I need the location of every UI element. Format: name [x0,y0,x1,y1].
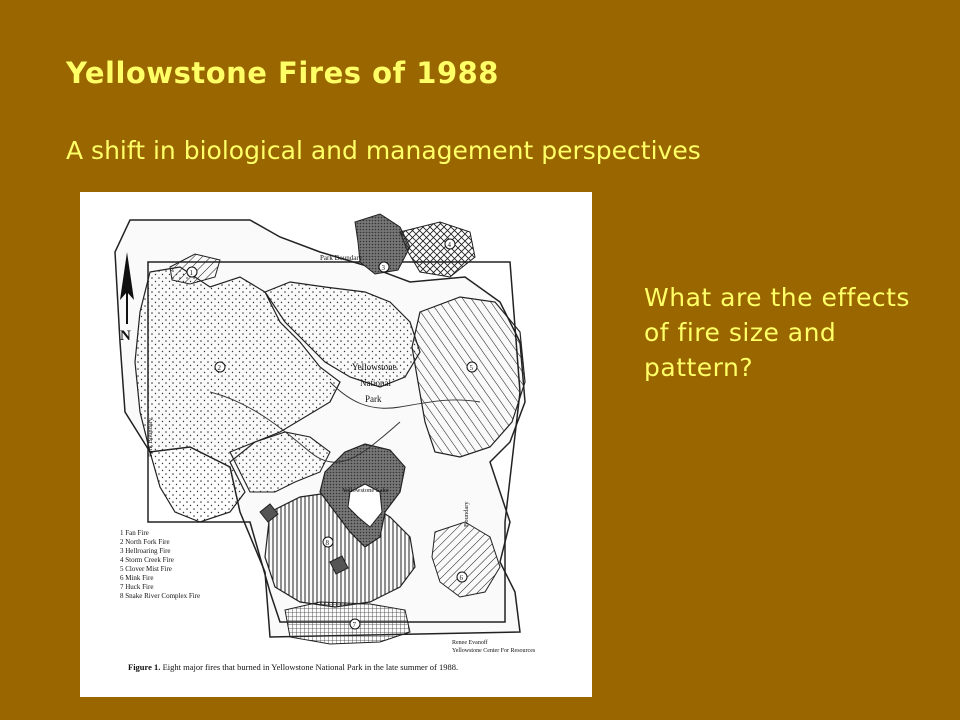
north-label: N [120,328,131,344]
fire-map-figure [80,192,592,697]
svg-text:2: 2 [217,364,221,372]
boundary-left-label: Park Boundary [147,417,154,457]
legend-item: 8 Snake River Complex Fire [120,592,201,600]
fire-marker-8 [323,537,333,547]
credit-line1: Renee Evanoff [452,640,488,646]
legend-item: 7 Huck Fire [120,583,154,591]
park-boundary-label: Park Boundary [320,254,363,262]
legend-item: 4 Storm Creek Fire [120,556,174,564]
park-label-line2: National [360,378,391,388]
fire-marker-3 [379,262,389,272]
legend-item: 6 Mink Fire [120,574,154,582]
fire-legend [120,529,200,600]
slide-title: Yellowstone Fires of 1988 [66,56,499,90]
svg-text:6: 6 [459,574,463,582]
fire-marker-4 [445,239,455,249]
fire-marker-1 [187,267,197,277]
fire-map [80,192,592,697]
caption-text: Eight major fires that burned in Yellowstone National Park in the late summer of 1988. [160,662,459,672]
svg-text:4: 4 [447,241,451,249]
park-label-line1: Yellowstone [352,362,397,372]
svg-text:8: 8 [325,539,329,547]
legend-item: 2 North Fork Fire [120,538,170,546]
legend-item: 3 Hellroaring Fire [120,547,171,555]
fire-4-storm-creek-area [400,222,475,277]
boundary-right-label: Boundary [463,501,470,527]
svg-text:7: 7 [352,621,356,629]
caption-bold: Figure 1. [128,662,161,672]
lake-label: Yellowstone Lake [342,487,389,494]
credit-line2: Yellowstone Center For Resources [452,648,536,654]
fire-marker-2 [215,362,225,372]
svg-text:5: 5 [469,364,473,372]
legend-item: 1 Fan Fire [120,529,149,537]
fire-marker-5 [467,362,477,372]
fire-7-huck-area [285,602,410,644]
fire-marker-6 [457,572,467,582]
figure-caption [128,662,458,672]
svg-text:1: 1 [189,269,193,277]
fire-marker-7 [350,619,360,629]
slide-subtitle: A shift in biological and management perspectives [66,136,701,165]
legend-item: 5 Clover Mist Fire [120,565,172,573]
park-label-line3: Park [365,394,382,404]
svg-text:3: 3 [381,264,385,272]
slide-question: What are the effects of fire size and pattern? [644,283,910,382]
